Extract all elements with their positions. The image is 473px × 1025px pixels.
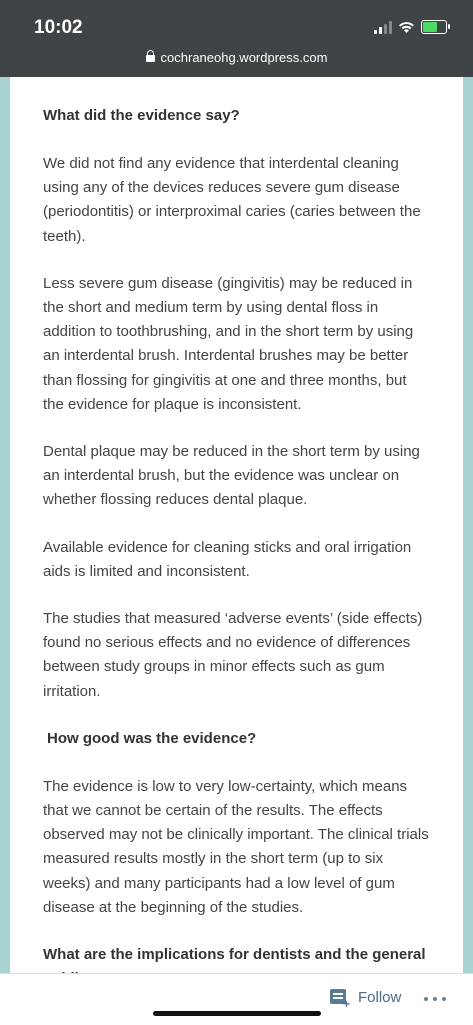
section-heading-evidence: What did the evidence say? — [43, 107, 240, 124]
home-indicator[interactable] — [153, 1011, 321, 1016]
article-content — [10, 77, 463, 991]
status-icons — [374, 20, 447, 34]
clock: 10:02 — [34, 17, 83, 38]
section-heading-implications: What are the implications for dentists and the general — [43, 946, 426, 964]
paragraph: Less severe gum disease (gingivitis) may be reduced in the short and medium term by using dental floss in addition to toothbrushing, and in the short term by using an interdental brush. Interdental brushes may be better than flossing for gingivitis at one and three months, but the evidence for plaque is inconsistent. — [43, 274, 414, 413]
follow-bar — [0, 973, 473, 1025]
url-text: cochraneohg.wordpress.com — [160, 50, 328, 65]
status-bar — [0, 0, 473, 77]
follow-button[interactable] — [330, 989, 402, 1011]
ellipsis-icon[interactable] — [424, 997, 446, 1001]
paragraph: The studies that measured ‘adverse events’ (side effects) found no serious effects and no evidence of differences between study groups in minor effects such as gum irritation. — [43, 610, 423, 700]
address-bar[interactable] — [0, 50, 473, 65]
paragraph: The evidence is low to very low-certainty, which means that we cannot be certain of the results. The effects observed may not be clinically important. The clinical trials measured results mostly in the short term (up to six weeks) and many participants had a low level of gum disease at the beginning of the studies. — [43, 777, 429, 916]
wifi-icon — [398, 21, 415, 34]
paragraph: Dental plaque may be reduced in the short term by using an interdental brush, but the evidence was unclear on whether flossing reduces dental plaque. — [43, 443, 420, 509]
follow-label: Follow — [358, 989, 402, 1006]
lock-icon — [146, 55, 155, 62]
article-page[interactable] — [10, 77, 463, 1024]
paragraph: We did not find any evidence that interdental cleaning using any of the devices reduces severe gum disease (periodontitis) or interproximal caries (caries between the teeth). — [43, 155, 421, 245]
section-heading-quality: How good was the evidence? — [47, 729, 257, 747]
battery-icon — [421, 20, 447, 34]
cellular-signal-icon — [374, 21, 392, 34]
reader-follow-icon: + — [330, 989, 350, 1006]
paragraph: Available evidence for cleaning sticks and oral irrigation aids is limited and inconsistent. — [43, 538, 412, 580]
